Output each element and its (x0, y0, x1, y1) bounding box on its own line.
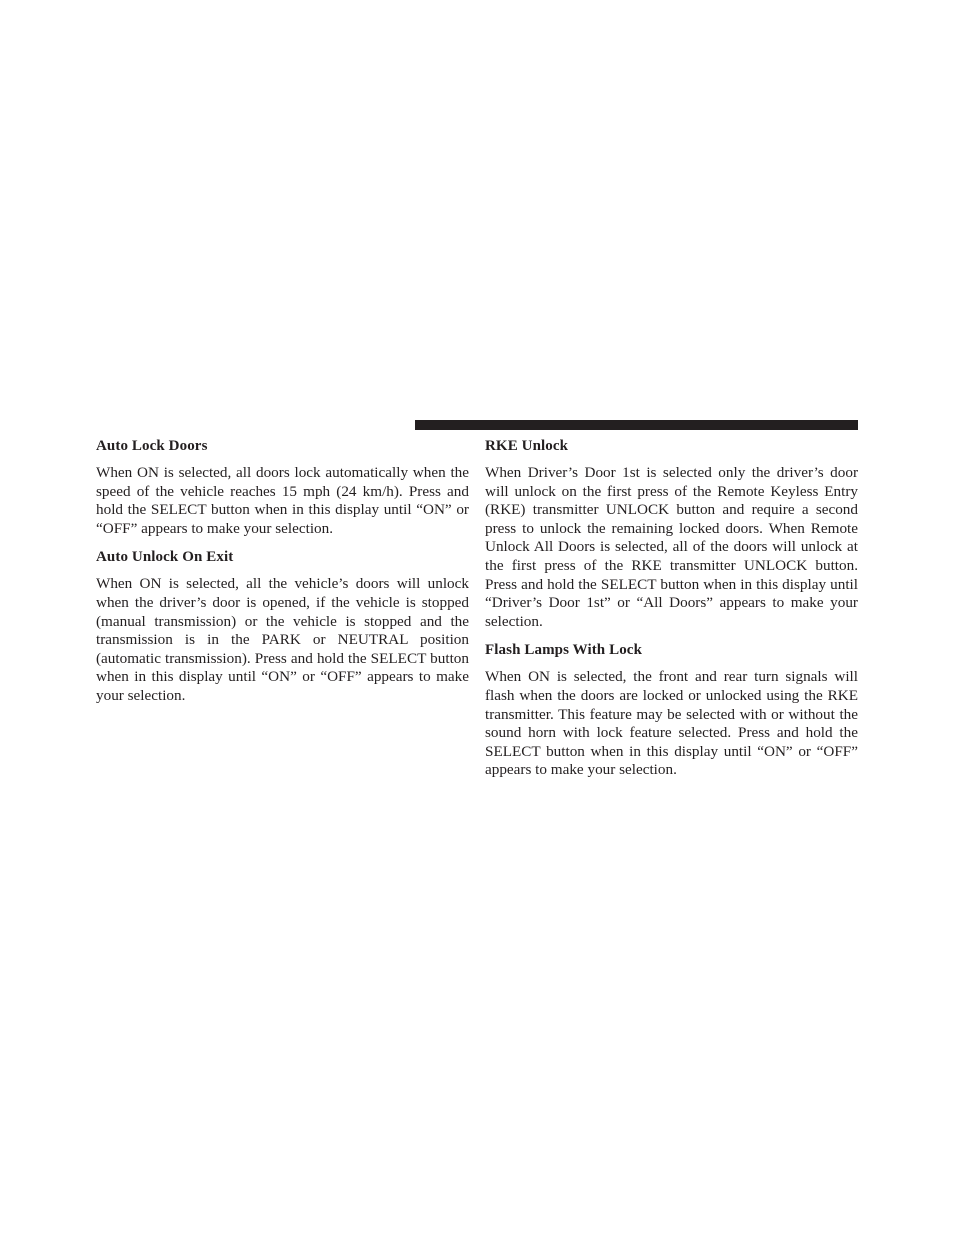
section-heading-flash-lamps-with-lock: Flash Lamps With Lock (485, 642, 643, 659)
section-heading-auto-lock-doors: Auto Lock Doors (96, 438, 208, 454)
section-body-auto-unlock-on-exit: When ON is selected, all the vehicle’s doors will unlock when the driver’s door is opened, if the vehicle is stopped (manual transmission) or the vehicle is stopped and the transmission is in the PARK or NEUTRAL position (automatic transmission). Press and hold the SELECT button when in this display until “ON” or “OFF” appears to make your selection. (96, 575, 469, 704)
header-rule (415, 420, 858, 430)
left-column (96, 436, 469, 715)
section-heading-auto-unlock-on-exit: Auto Unlock On Exit (96, 549, 234, 566)
section-heading-rke-unlock: RKE Unlock (485, 438, 569, 454)
section-body-auto-lock-doors: When ON is selected, all doors lock automatically when the speed of the vehicle reaches 15 mph (24 km/h). Press and hold the SELECT button when in this display until “ON” or “OFF” appears to make your selection. (96, 464, 469, 537)
section-body-rke-unlock: When Driver’s Door 1st is selected only the driver’s door will unlock on the first press of the Remote Keyless Entry (RKE) transmitter UNLOCK button and require a second press to unlock the remaining locked doors. When Remote Unlock All Doors is selected, all of the doors will unlock at the first press of the RKE transmitter UNLOCK button. Press and hold the SELECT button when in this display until “Driver’s Door 1st” or “All Doors” appears to make your selection. (485, 464, 858, 630)
section-body-flash-lamps-with-lock: When ON is selected, the front and rear turn signals will flash when the doors are locked or unlocked using the RKE transmitter. This feature may be selected with or without the sound horn with lock feature selected. Press and hold the SELECT button when in this display until “ON” or “OFF” appears to make your selection. (485, 668, 858, 779)
right-column (485, 436, 858, 789)
